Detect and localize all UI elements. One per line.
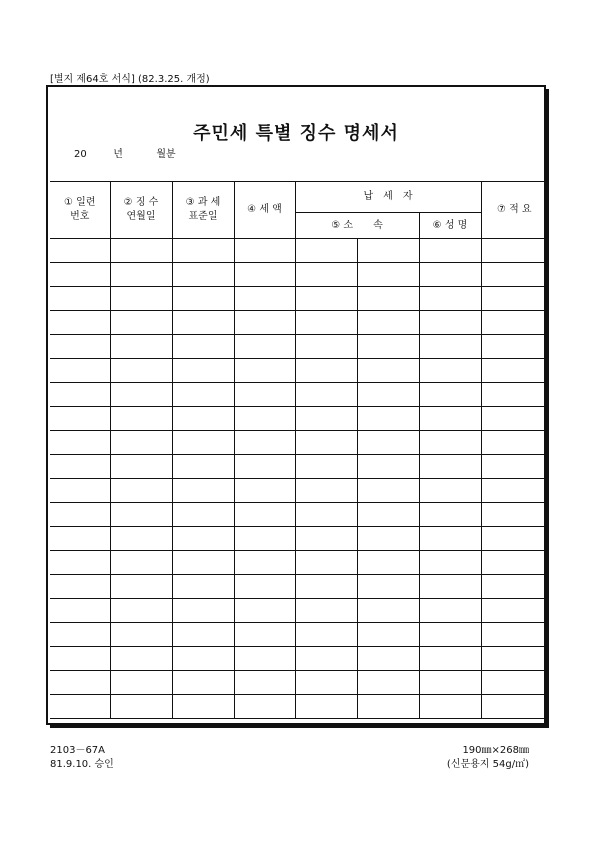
table-cell[interactable] xyxy=(481,239,547,263)
footer-left xyxy=(50,744,114,772)
table-cell[interactable] xyxy=(172,695,234,719)
table-cell[interactable] xyxy=(110,575,172,599)
table-cell[interactable] xyxy=(295,647,357,671)
period-line xyxy=(74,145,176,160)
table-cell[interactable] xyxy=(110,311,172,335)
table-cell[interactable] xyxy=(110,239,172,263)
table-cell[interactable] xyxy=(419,647,481,671)
table-cell[interactable] xyxy=(110,287,172,311)
table-cell[interactable] xyxy=(295,695,357,719)
table-cell[interactable] xyxy=(481,407,547,431)
page-title: 주민세 특별 징수 명세서 xyxy=(193,123,399,144)
table-cell[interactable] xyxy=(50,359,110,383)
table-cell[interactable] xyxy=(357,695,419,719)
table-cell[interactable] xyxy=(50,311,110,335)
form-frame xyxy=(46,85,546,725)
table-cell[interactable] xyxy=(419,575,481,599)
table-cell[interactable] xyxy=(50,599,110,623)
footer-right xyxy=(447,744,529,772)
table-cell[interactable] xyxy=(50,407,110,431)
table-cell[interactable] xyxy=(295,287,357,311)
table-cell[interactable] xyxy=(172,551,234,575)
table-row xyxy=(50,479,547,503)
form-code: 2103－67A xyxy=(50,745,106,756)
table-cell[interactable] xyxy=(172,311,234,335)
table-cell[interactable] xyxy=(172,239,234,263)
table-cell[interactable] xyxy=(234,239,295,263)
table-row xyxy=(50,239,547,263)
table-cell[interactable] xyxy=(110,383,172,407)
table-cell[interactable] xyxy=(50,695,110,719)
table-cell[interactable] xyxy=(419,311,481,335)
year-unit: 년 xyxy=(113,149,123,160)
statement-table xyxy=(50,181,547,719)
table-cell[interactable] xyxy=(295,431,357,455)
table-cell[interactable] xyxy=(481,647,547,671)
table-cell[interactable] xyxy=(234,383,295,407)
table-cell[interactable] xyxy=(295,359,357,383)
table-cell[interactable] xyxy=(110,503,172,527)
table-cell[interactable] xyxy=(295,623,357,647)
table-cell[interactable] xyxy=(419,551,481,575)
table-cell[interactable] xyxy=(357,671,419,695)
table-cell[interactable] xyxy=(481,575,547,599)
table-body xyxy=(50,239,547,719)
table-cell[interactable] xyxy=(234,551,295,575)
header-name: ⑥ 성 명 xyxy=(419,213,481,239)
table-cell[interactable] xyxy=(295,335,357,359)
table-row xyxy=(50,407,547,431)
table-cell[interactable] xyxy=(295,527,357,551)
table-cell[interactable] xyxy=(357,239,419,263)
table-cell[interactable] xyxy=(357,455,419,479)
table-row xyxy=(50,263,547,287)
table-cell[interactable] xyxy=(481,599,547,623)
table-cell[interactable] xyxy=(172,527,234,551)
table-cell[interactable] xyxy=(419,239,481,263)
table-cell[interactable] xyxy=(357,599,419,623)
table-cell[interactable] xyxy=(419,527,481,551)
table-cell[interactable] xyxy=(110,359,172,383)
table-cell[interactable] xyxy=(419,455,481,479)
table-cell[interactable] xyxy=(234,575,295,599)
table-cell[interactable] xyxy=(295,239,357,263)
table-cell[interactable] xyxy=(50,479,110,503)
table-cell[interactable] xyxy=(234,335,295,359)
table-row xyxy=(50,335,547,359)
table-cell[interactable] xyxy=(50,287,110,311)
table-cell[interactable] xyxy=(419,335,481,359)
table-cell[interactable] xyxy=(419,695,481,719)
table-row xyxy=(50,623,547,647)
table-cell[interactable] xyxy=(357,479,419,503)
table-cell[interactable] xyxy=(110,551,172,575)
table-cell[interactable] xyxy=(234,287,295,311)
table-cell[interactable] xyxy=(172,263,234,287)
table-cell[interactable] xyxy=(172,335,234,359)
table-cell[interactable] xyxy=(50,671,110,695)
table-cell[interactable] xyxy=(110,263,172,287)
table-cell[interactable] xyxy=(172,599,234,623)
table-cell[interactable] xyxy=(295,599,357,623)
table-cell[interactable] xyxy=(110,407,172,431)
table-cell[interactable] xyxy=(481,431,547,455)
table-cell[interactable] xyxy=(419,599,481,623)
table-cell[interactable] xyxy=(110,527,172,551)
table-cell[interactable] xyxy=(357,623,419,647)
table-row xyxy=(50,431,547,455)
table-cell[interactable] xyxy=(419,479,481,503)
table-cell[interactable] xyxy=(357,311,419,335)
table-cell[interactable] xyxy=(357,431,419,455)
table-row xyxy=(50,359,547,383)
month-unit: 월분 xyxy=(156,149,176,160)
table-cell[interactable] xyxy=(295,263,357,287)
table-row xyxy=(50,455,547,479)
table-cell[interactable] xyxy=(481,287,547,311)
year-prefix: 20 xyxy=(74,149,87,160)
table-cell[interactable] xyxy=(172,575,234,599)
table-cell[interactable] xyxy=(234,263,295,287)
table-cell[interactable] xyxy=(481,455,547,479)
header-remarks: ⑦ 적 요 xyxy=(481,182,547,239)
table-cell[interactable] xyxy=(419,359,481,383)
table-cell[interactable] xyxy=(172,383,234,407)
table-cell[interactable] xyxy=(50,239,110,263)
table-cell[interactable] xyxy=(50,383,110,407)
table-cell[interactable] xyxy=(357,359,419,383)
table-cell[interactable] xyxy=(50,551,110,575)
table-cell[interactable] xyxy=(357,527,419,551)
table-cell[interactable] xyxy=(234,527,295,551)
table-cell[interactable] xyxy=(110,671,172,695)
table-cell[interactable] xyxy=(419,671,481,695)
header-tax-amount: ④ 세 액 xyxy=(234,182,295,239)
table-cell[interactable] xyxy=(295,479,357,503)
table-cell[interactable] xyxy=(357,407,419,431)
table-cell[interactable] xyxy=(172,623,234,647)
table-cell[interactable] xyxy=(295,407,357,431)
table-cell[interactable] xyxy=(110,431,172,455)
table-cell[interactable] xyxy=(357,263,419,287)
table-cell[interactable] xyxy=(50,263,110,287)
table-cell[interactable] xyxy=(481,671,547,695)
table-cell[interactable] xyxy=(357,503,419,527)
table-cell[interactable] xyxy=(172,431,234,455)
table-row xyxy=(50,551,547,575)
table-cell[interactable] xyxy=(481,311,547,335)
table-row xyxy=(50,599,547,623)
table-cell[interactable] xyxy=(172,287,234,311)
table-cell[interactable] xyxy=(234,455,295,479)
table-cell[interactable] xyxy=(172,479,234,503)
table-row xyxy=(50,671,547,695)
table-cell[interactable] xyxy=(172,455,234,479)
header-affiliation: ⑤ 소 속 xyxy=(295,213,419,239)
table-cell[interactable] xyxy=(481,383,547,407)
table-cell[interactable] xyxy=(234,407,295,431)
table-cell[interactable] xyxy=(419,503,481,527)
table-cell[interactable] xyxy=(172,359,234,383)
table-cell[interactable] xyxy=(50,575,110,599)
table-cell[interactable] xyxy=(295,503,357,527)
table-cell[interactable] xyxy=(172,647,234,671)
table-cell[interactable] xyxy=(481,479,547,503)
table-row xyxy=(50,575,547,599)
table-cell[interactable] xyxy=(110,599,172,623)
table-cell[interactable] xyxy=(234,671,295,695)
table-cell[interactable] xyxy=(419,431,481,455)
table-row xyxy=(50,503,547,527)
table-cell[interactable] xyxy=(419,287,481,311)
table-cell[interactable] xyxy=(357,383,419,407)
table-row xyxy=(50,527,547,551)
table-cell[interactable] xyxy=(481,503,547,527)
table-cell[interactable] xyxy=(110,647,172,671)
table-row xyxy=(50,695,547,719)
table-cell[interactable] xyxy=(481,335,547,359)
frame-shadow-bottom xyxy=(50,725,549,728)
table-cell[interactable] xyxy=(234,479,295,503)
table-cell[interactable] xyxy=(295,551,357,575)
paper-size: 190㎜×268㎜ xyxy=(462,745,529,756)
table-cell[interactable] xyxy=(234,359,295,383)
table-cell[interactable] xyxy=(234,623,295,647)
paper-spec: (신문용지 54g/㎡) xyxy=(446,759,529,770)
table-cell[interactable] xyxy=(234,599,295,623)
header-collection-date: ② 징 수 연월일 xyxy=(110,182,172,239)
table-cell[interactable] xyxy=(295,383,357,407)
table-cell[interactable] xyxy=(419,263,481,287)
table-cell[interactable] xyxy=(481,551,547,575)
table-cell[interactable] xyxy=(295,575,357,599)
table-row xyxy=(50,311,547,335)
form-label: [별지 제64호 서식] (82.3.25. 개정) xyxy=(50,74,210,85)
table-cell[interactable] xyxy=(481,623,547,647)
table-cell[interactable] xyxy=(234,503,295,527)
table-cell[interactable] xyxy=(110,455,172,479)
table-cell[interactable] xyxy=(234,647,295,671)
table-cell[interactable] xyxy=(357,287,419,311)
table-cell[interactable] xyxy=(481,527,547,551)
approval-date: 81.9.10. 승인 xyxy=(50,759,114,770)
table-cell[interactable] xyxy=(50,335,110,359)
table-cell[interactable] xyxy=(110,335,172,359)
table-cell[interactable] xyxy=(172,407,234,431)
table-cell[interactable] xyxy=(481,263,547,287)
header-taxpayer-group: 납 세 자 xyxy=(295,182,481,213)
table-cell[interactable] xyxy=(234,311,295,335)
table-cell[interactable] xyxy=(50,503,110,527)
table-cell[interactable] xyxy=(357,647,419,671)
table-cell[interactable] xyxy=(50,455,110,479)
table-cell[interactable] xyxy=(357,335,419,359)
table-cell[interactable] xyxy=(419,383,481,407)
table-cell[interactable] xyxy=(295,455,357,479)
table-cell[interactable] xyxy=(50,527,110,551)
table-cell[interactable] xyxy=(50,647,110,671)
table-cell[interactable] xyxy=(234,695,295,719)
table-cell[interactable] xyxy=(172,671,234,695)
table-row xyxy=(50,287,547,311)
table-cell[interactable] xyxy=(481,695,547,719)
table-cell[interactable] xyxy=(234,431,295,455)
table-row xyxy=(50,647,547,671)
table-cell[interactable] xyxy=(357,551,419,575)
table-cell[interactable] xyxy=(172,503,234,527)
table-cell[interactable] xyxy=(481,359,547,383)
table-cell[interactable] xyxy=(295,311,357,335)
table-cell[interactable] xyxy=(295,671,357,695)
table-cell[interactable] xyxy=(110,479,172,503)
table-cell[interactable] xyxy=(357,575,419,599)
table-cell[interactable] xyxy=(50,623,110,647)
table-cell[interactable] xyxy=(50,431,110,455)
header-tax-base-date: ③ 과 세 표준일 xyxy=(172,182,234,239)
table-cell[interactable] xyxy=(419,623,481,647)
table-row xyxy=(50,383,547,407)
table-cell[interactable] xyxy=(110,623,172,647)
table-cell[interactable] xyxy=(419,407,481,431)
header-serial-number: ① 일련 번호 xyxy=(50,182,110,239)
table-cell[interactable] xyxy=(110,695,172,719)
